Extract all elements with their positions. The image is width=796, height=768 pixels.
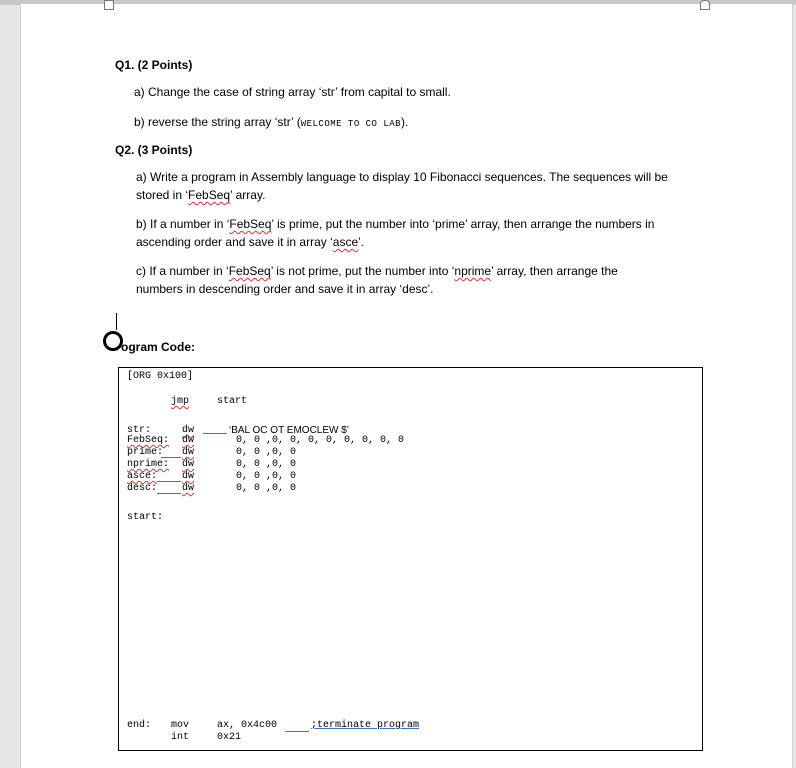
q1-part-a: a) Change the case of string array ‘str’ from capital to small.	[134, 85, 451, 99]
val-str: ‘BAL OC OT EMOCLEW $’	[229, 425, 350, 436]
mov-args: ax, 0x4c00	[217, 720, 278, 731]
q1-b-code: WELCOME TO CO LAB	[300, 119, 402, 129]
program-code-header: ogram Code:	[121, 340, 196, 354]
op-str: dw	[182, 425, 195, 436]
tab-marker-line	[203, 433, 227, 434]
label-desc: desc:	[127, 483, 158, 494]
indent-marker-left[interactable]	[104, 0, 114, 10]
shape-rotation-handle[interactable]	[103, 331, 123, 351]
org-directive: [ORG 0x100]	[127, 371, 194, 382]
q2-part-a-line1: a) Write a program in Assembly language to display 10 Fibonacci sequences. The sequences will be	[136, 170, 668, 184]
val-desc: 0, 0 ,0, 0	[236, 483, 297, 494]
jmp-instruction: jmp	[171, 396, 190, 407]
int-instruction: int	[171, 732, 190, 743]
tab-marker-line	[157, 481, 181, 482]
q2-part-c-line1: c) If a number in ‘FebSeq’ is not prime, put the number into ‘nprime’ array, then arrange the	[136, 264, 618, 278]
val-febseq: 0, 0 ,0, 0, 0, 0, 0, 0, 0, 0	[236, 435, 405, 446]
label-febseq: FebSeq:	[127, 435, 170, 446]
op-nprime: dw	[182, 459, 195, 470]
op-febseq: dw	[182, 435, 195, 446]
start-label: start:	[127, 512, 164, 523]
tab-marker-line	[157, 493, 181, 494]
val-asce: 0, 0 ,0, 0	[236, 471, 297, 482]
q1-part-b: b) reverse the string array ‘str’ (WELCOME TO CO LAB).	[134, 115, 409, 129]
val-nprime: 0, 0 ,0, 0	[236, 459, 297, 470]
q2-part-b-line2: ascending order and save it in array ‘asce’.	[136, 235, 365, 249]
mov-instruction: mov	[171, 720, 190, 731]
terminate-comment: ;terminate program	[311, 720, 420, 731]
q1-header: Q1. (2 Points)	[115, 58, 193, 72]
op-prime: dw	[182, 447, 195, 458]
q2-header: Q2. (3 Points)	[115, 143, 193, 157]
tab-marker-line	[285, 731, 309, 732]
label-asce: asce:	[127, 471, 158, 482]
label-prime: prime:	[127, 447, 164, 458]
val-prime: 0, 0 ,0, 0	[236, 447, 297, 458]
q2-part-c-line2: numbers in descending order and save it in array ‘desc’.	[136, 282, 434, 296]
end-label: end:	[127, 720, 152, 731]
tab-marker-line	[161, 457, 181, 458]
label-str: str:	[127, 425, 152, 436]
jmp-target: start	[217, 396, 248, 407]
q2-part-a-line2: stored in ‘FebSeq’ array.	[136, 188, 266, 202]
q2-part-b-line1: b) If a number in ‘FebSeq’ is prime, put the number into ‘prime’ array, then arrange the numbers in	[136, 217, 655, 231]
label-nprime: nprime:	[127, 459, 170, 470]
op-asce: dw	[182, 471, 195, 482]
text-cursor-line	[116, 313, 117, 330]
code-textbox[interactable]	[118, 367, 703, 751]
op-desc: dw	[182, 483, 195, 494]
indent-marker-right[interactable]	[700, 0, 710, 10]
int-args: 0x21	[217, 732, 242, 743]
